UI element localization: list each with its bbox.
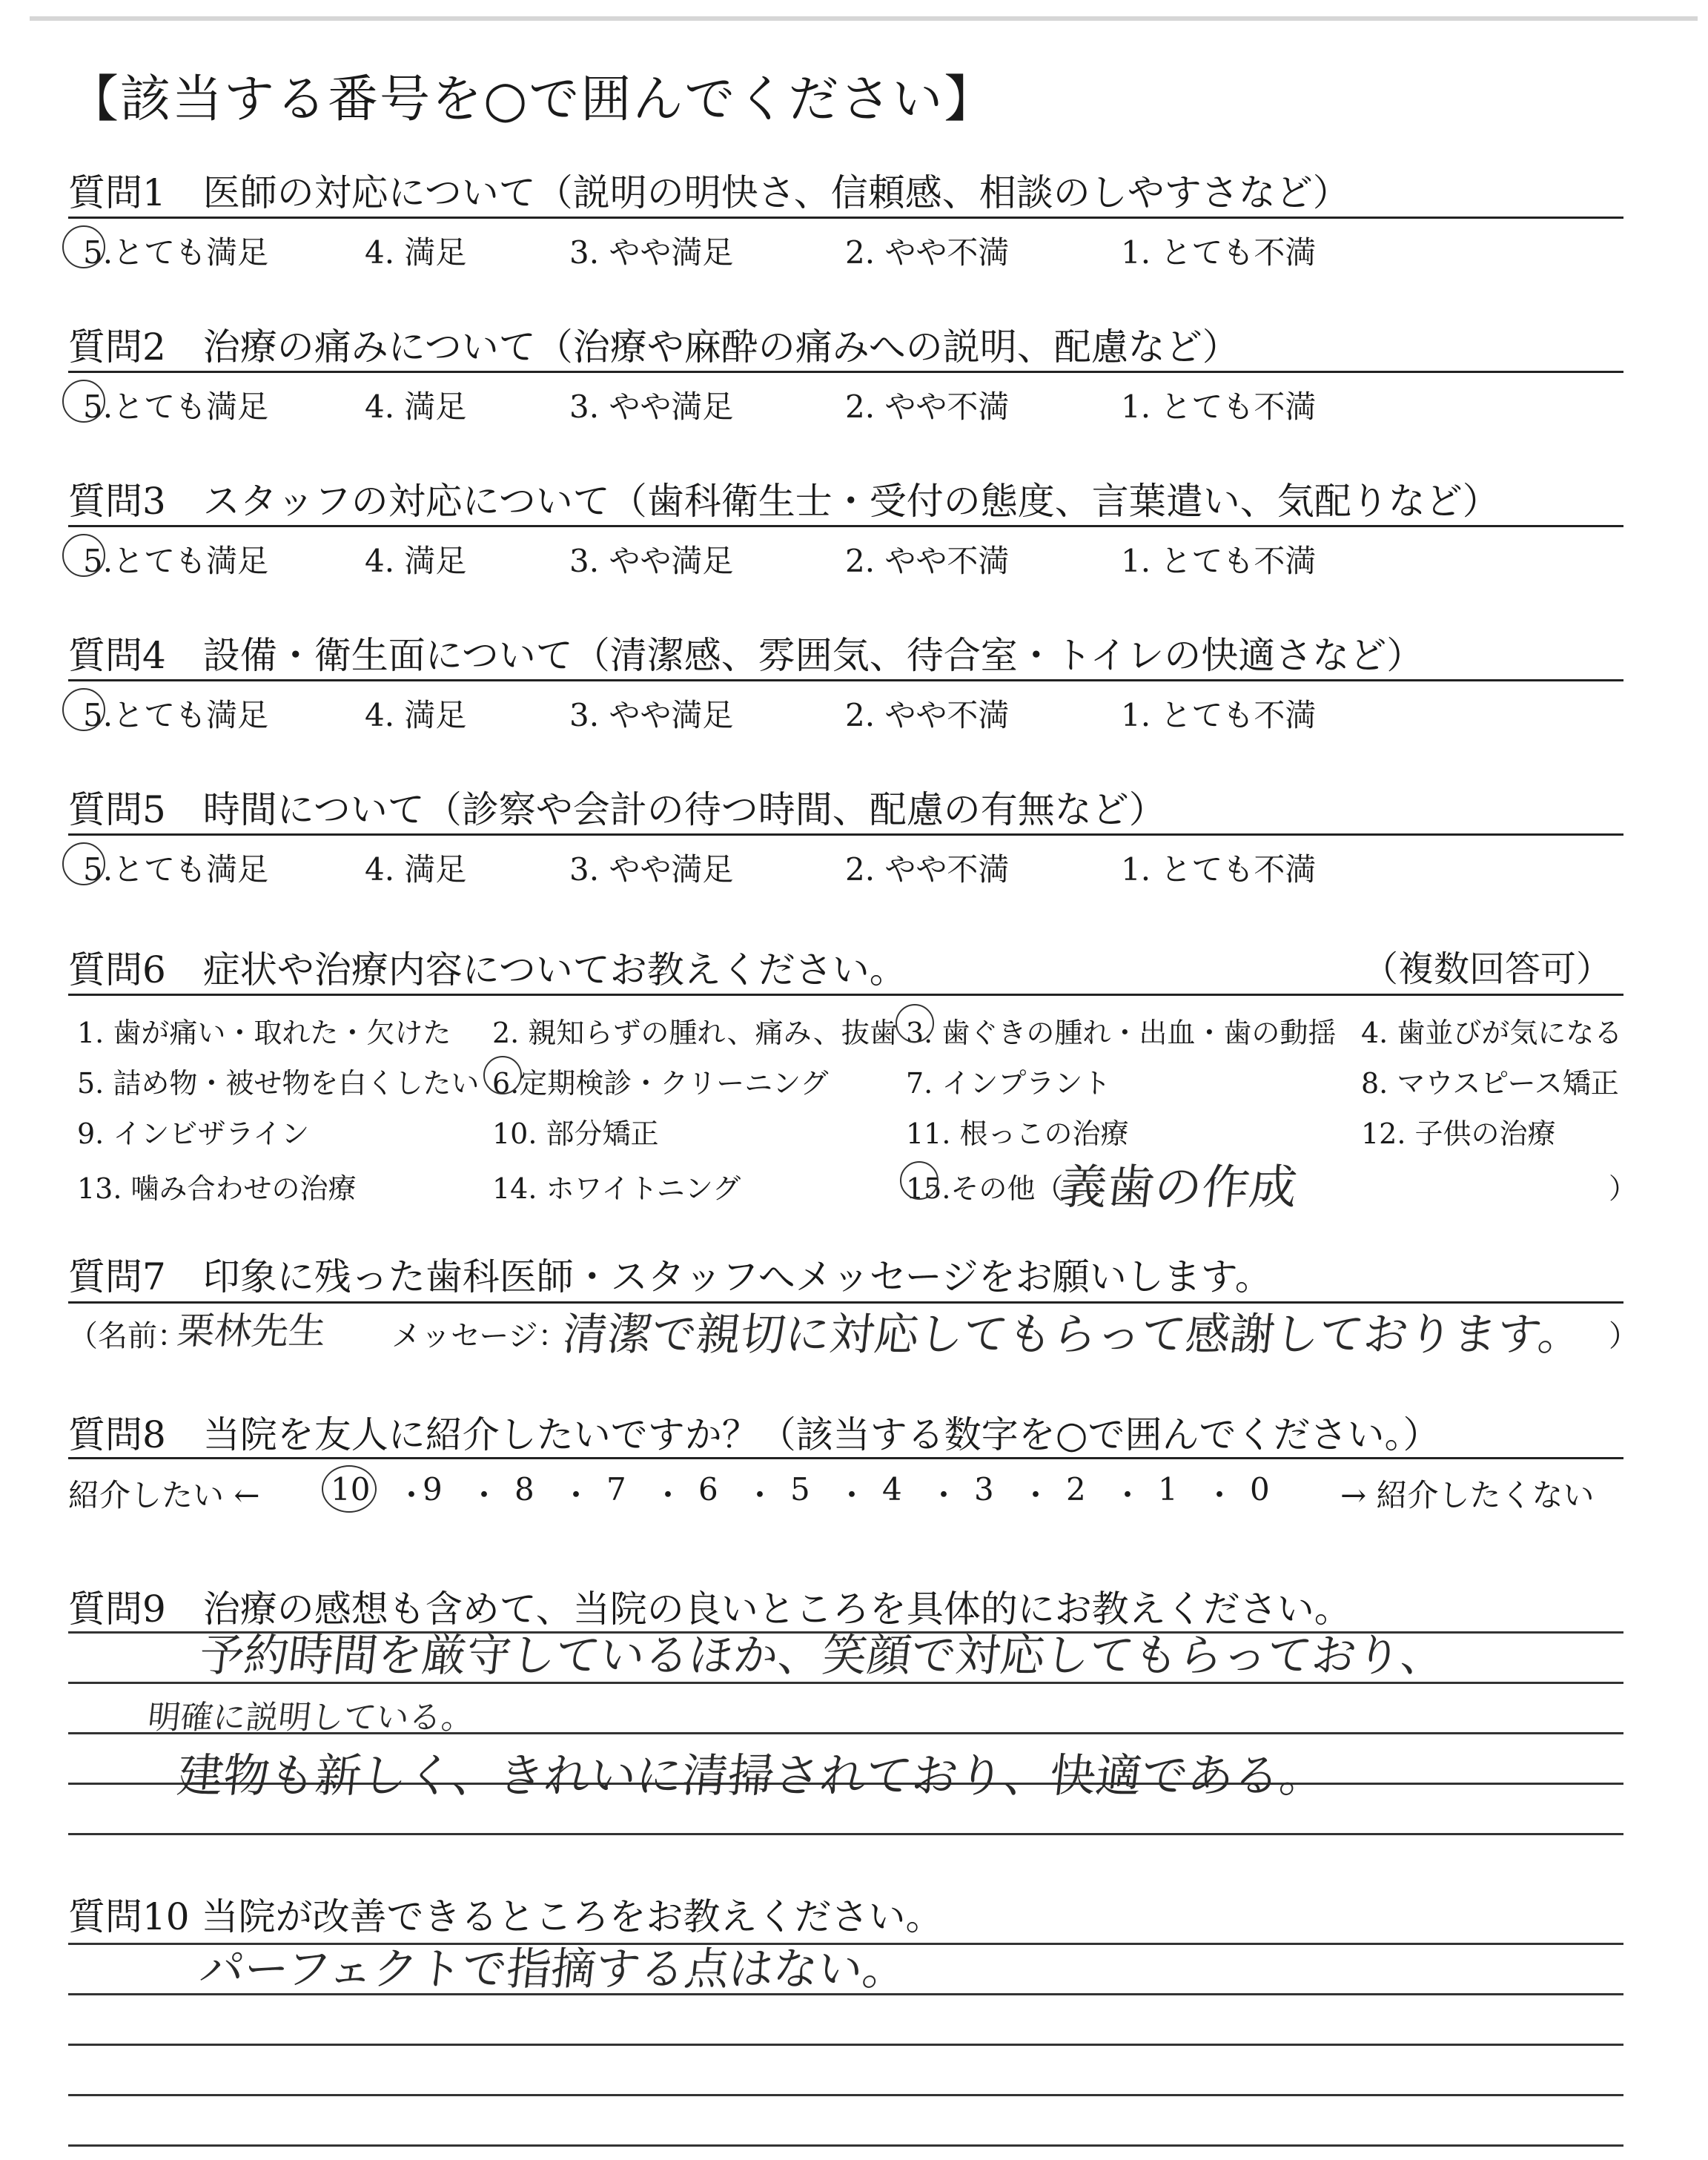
q1-option[interactable]: 1. とても不満 bbox=[1121, 234, 1317, 271]
q6-option[interactable]: 5. 詰め物・被せ物を白くしたい bbox=[77, 1067, 480, 1100]
q5-rule bbox=[68, 833, 1623, 836]
q8-scale-number[interactable]: 2 bbox=[1066, 1471, 1086, 1507]
q7-name-handwriting: 栗林先生 bbox=[175, 1309, 328, 1353]
q5-option[interactable]: 2. やや不満 bbox=[845, 851, 1010, 888]
selection-circle-mark bbox=[62, 225, 105, 268]
q9-writing-line bbox=[68, 1833, 1623, 1835]
page-title: 【該当する番号を○で囲んでください】 bbox=[68, 70, 996, 129]
selection-circle-mark bbox=[62, 688, 105, 731]
q4-option[interactable]: 4. 満足 bbox=[365, 697, 467, 733]
q8-right-label: → 紹介したくない bbox=[1340, 1477, 1595, 1513]
q10-writing-line bbox=[68, 2094, 1623, 2096]
q8-scale-number[interactable]: 4 bbox=[882, 1471, 902, 1507]
q5-option[interactable]: 1. とても不満 bbox=[1121, 851, 1317, 888]
q6-option[interactable]: 10. 部分矯正 bbox=[492, 1117, 659, 1150]
q6-option[interactable]: 11. 根っこの治療 bbox=[906, 1117, 1129, 1150]
q2-title: 質問2 治療の痛みについて（治療や麻酔の痛みへの説明、配慮など） bbox=[68, 326, 1239, 369]
q2-option[interactable]: 3. やや満足 bbox=[569, 389, 734, 425]
q8-scale-separator: ・ bbox=[836, 1477, 868, 1513]
q6-other-close-paren: ） bbox=[1609, 1172, 1638, 1205]
q8-scale-number[interactable]: 0 bbox=[1250, 1471, 1270, 1507]
q8-scale-separator: ・ bbox=[1112, 1477, 1144, 1513]
q1-option[interactable]: 3. やや満足 bbox=[569, 234, 734, 271]
q1-option[interactable]: 4. 満足 bbox=[365, 234, 467, 271]
selection-circle-mark bbox=[322, 1465, 377, 1513]
q8-scale-number[interactable]: 9 bbox=[423, 1471, 443, 1507]
q5-option[interactable]: 5.とても満足 bbox=[83, 851, 269, 888]
q6-other-handwriting: 義歯の作成 bbox=[1056, 1160, 1300, 1215]
q3-option[interactable]: 5.とても満足 bbox=[83, 543, 269, 579]
q8-scale-number[interactable]: 10 bbox=[331, 1471, 371, 1507]
q8-title: 質問8 当院を友人に紹介したいですか？（該当する数字を○で囲んでください。） bbox=[68, 1413, 1440, 1456]
q6-title: 質問6 症状や治療内容についてお教えください。 bbox=[68, 948, 907, 991]
q4-option[interactable]: 3. やや満足 bbox=[569, 697, 734, 733]
q6-option[interactable]: 12. 子供の治療 bbox=[1361, 1117, 1556, 1150]
q8-scale-separator: ・ bbox=[652, 1477, 684, 1513]
selection-circle-mark bbox=[62, 380, 105, 423]
q6-option[interactable]: 15.その他（ bbox=[906, 1172, 1064, 1205]
q1-rule bbox=[68, 217, 1623, 219]
q4-option[interactable]: 2. やや不満 bbox=[845, 697, 1010, 733]
q10-title: 質問10 当院が改善できるところをお教えください。 bbox=[68, 1895, 943, 1938]
q4-option[interactable]: 5.とても満足 bbox=[83, 697, 269, 733]
q8-scale-separator: ・ bbox=[396, 1477, 428, 1513]
q7-message-handwriting: 清潔で親切に対応してもらって感謝しております。 bbox=[560, 1309, 1586, 1361]
q2-rule bbox=[68, 371, 1623, 373]
selection-circle-mark bbox=[62, 842, 105, 885]
q8-scale-number[interactable]: 8 bbox=[514, 1471, 534, 1507]
q3-option[interactable]: 4. 満足 bbox=[365, 543, 467, 579]
q8-scale-number[interactable]: 7 bbox=[606, 1471, 626, 1507]
q1-option[interactable]: 5.とても満足 bbox=[83, 234, 269, 271]
q8-left-label: 紹介したい ← bbox=[68, 1477, 260, 1513]
q9-answer-line: 予約時間を厳守しているほか、笑顔で対応してもらっており、 bbox=[196, 1630, 1449, 1682]
q6-option[interactable]: 1. 歯が痛い・取れた・欠けた bbox=[77, 1017, 451, 1049]
q4-title: 質問4 設備・衛生面について（清潔感、雰囲気、待合室・トイレの快適さなど） bbox=[68, 634, 1424, 677]
q3-option[interactable]: 1. とても不満 bbox=[1121, 543, 1317, 579]
selection-circle-mark bbox=[483, 1056, 522, 1094]
q3-option[interactable]: 2. やや不満 bbox=[845, 543, 1010, 579]
q8-scale-number[interactable]: 6 bbox=[698, 1471, 718, 1507]
q8-rule bbox=[68, 1457, 1623, 1459]
q3-option[interactable]: 3. やや満足 bbox=[569, 543, 734, 579]
q6-option[interactable]: 3. 歯ぐきの腫れ・出血・歯の動揺 bbox=[906, 1017, 1337, 1049]
q2-option[interactable]: 2. やや不満 bbox=[845, 389, 1010, 425]
q8-scale-separator: ・ bbox=[560, 1477, 592, 1513]
q7-name-label: （名前： bbox=[68, 1319, 187, 1353]
scan-top-border bbox=[30, 16, 1698, 21]
q4-option[interactable]: 1. とても不満 bbox=[1121, 697, 1317, 733]
q2-option[interactable]: 5.とても満足 bbox=[83, 389, 269, 425]
q8-scale-separator: ・ bbox=[469, 1477, 500, 1513]
q9-answer-line: 建物も新しく、きれいに清掃されており、快適である。 bbox=[174, 1748, 1329, 1803]
q6-rule bbox=[68, 994, 1623, 996]
q8-scale-separator: ・ bbox=[744, 1477, 776, 1513]
q6-option[interactable]: 7. インプラント bbox=[906, 1067, 1111, 1100]
q6-multi-note: （複数回答可） bbox=[1363, 948, 1612, 990]
q10-writing-line bbox=[68, 2144, 1623, 2147]
q6-option[interactable]: 6.定期検診・クリーニング bbox=[492, 1067, 829, 1100]
q9-answer-line: 明確に説明している。 bbox=[145, 1699, 477, 1737]
q6-option[interactable]: 4. 歯並びが気になる bbox=[1361, 1017, 1623, 1049]
q8-scale-separator: ・ bbox=[928, 1477, 960, 1513]
q2-option[interactable]: 1. とても不満 bbox=[1121, 389, 1317, 425]
q8-scale-number[interactable]: 3 bbox=[974, 1471, 994, 1507]
q1-title: 質問1 医師の対応について（説明の明快さ、信頼感、相談のしやすさなど） bbox=[68, 171, 1350, 214]
q6-option[interactable]: 14. ホワイトニング bbox=[492, 1172, 741, 1205]
q9-title: 質問9 治療の感想も含めて、当院の良いところを具体的にお教えください。 bbox=[68, 1588, 1351, 1631]
q7-message-label: メッセージ： bbox=[391, 1319, 568, 1353]
q4-rule bbox=[68, 679, 1623, 681]
q2-option[interactable]: 4. 満足 bbox=[365, 389, 467, 425]
selection-circle-mark bbox=[896, 1004, 934, 1043]
q10-answer-line: パーフェクトで指摘する点はない。 bbox=[196, 1943, 910, 1995]
q10-writing-line bbox=[68, 2044, 1623, 2046]
q6-option[interactable]: 13. 噛み合わせの治療 bbox=[77, 1172, 357, 1205]
q6-option[interactable]: 8. マウスピース矯正 bbox=[1361, 1067, 1619, 1100]
q6-option[interactable]: 9. インビザライン bbox=[77, 1117, 310, 1150]
q1-option[interactable]: 2. やや不満 bbox=[845, 234, 1010, 271]
q8-scale-number[interactable]: 5 bbox=[790, 1471, 810, 1507]
q8-scale-separator: ・ bbox=[1020, 1477, 1052, 1513]
q3-rule bbox=[68, 525, 1623, 527]
selection-circle-mark bbox=[900, 1161, 939, 1200]
q8-scale-separator: ・ bbox=[1204, 1477, 1236, 1513]
q5-option[interactable]: 4. 満足 bbox=[365, 851, 467, 888]
q5-option[interactable]: 3. やや満足 bbox=[569, 851, 734, 888]
q7-title: 質問7 印象に残った歯科医師・スタッフへメッセージをお願いします。 bbox=[68, 1255, 1272, 1298]
q7-close-paren: ） bbox=[1609, 1319, 1638, 1353]
q3-title: 質問3 スタッフの対応について（歯科衛生士・受付の態度、言葉遣い、気配りなど） bbox=[68, 480, 1500, 523]
q5-title: 質問5 時間について（診察や会計の待つ時間、配慮の有無など） bbox=[68, 788, 1166, 831]
q6-option[interactable]: 2. 親知らずの腫れ、痛み、抜歯 bbox=[492, 1017, 898, 1049]
q8-scale-number[interactable]: 1 bbox=[1158, 1471, 1178, 1507]
selection-circle-mark bbox=[62, 534, 105, 577]
